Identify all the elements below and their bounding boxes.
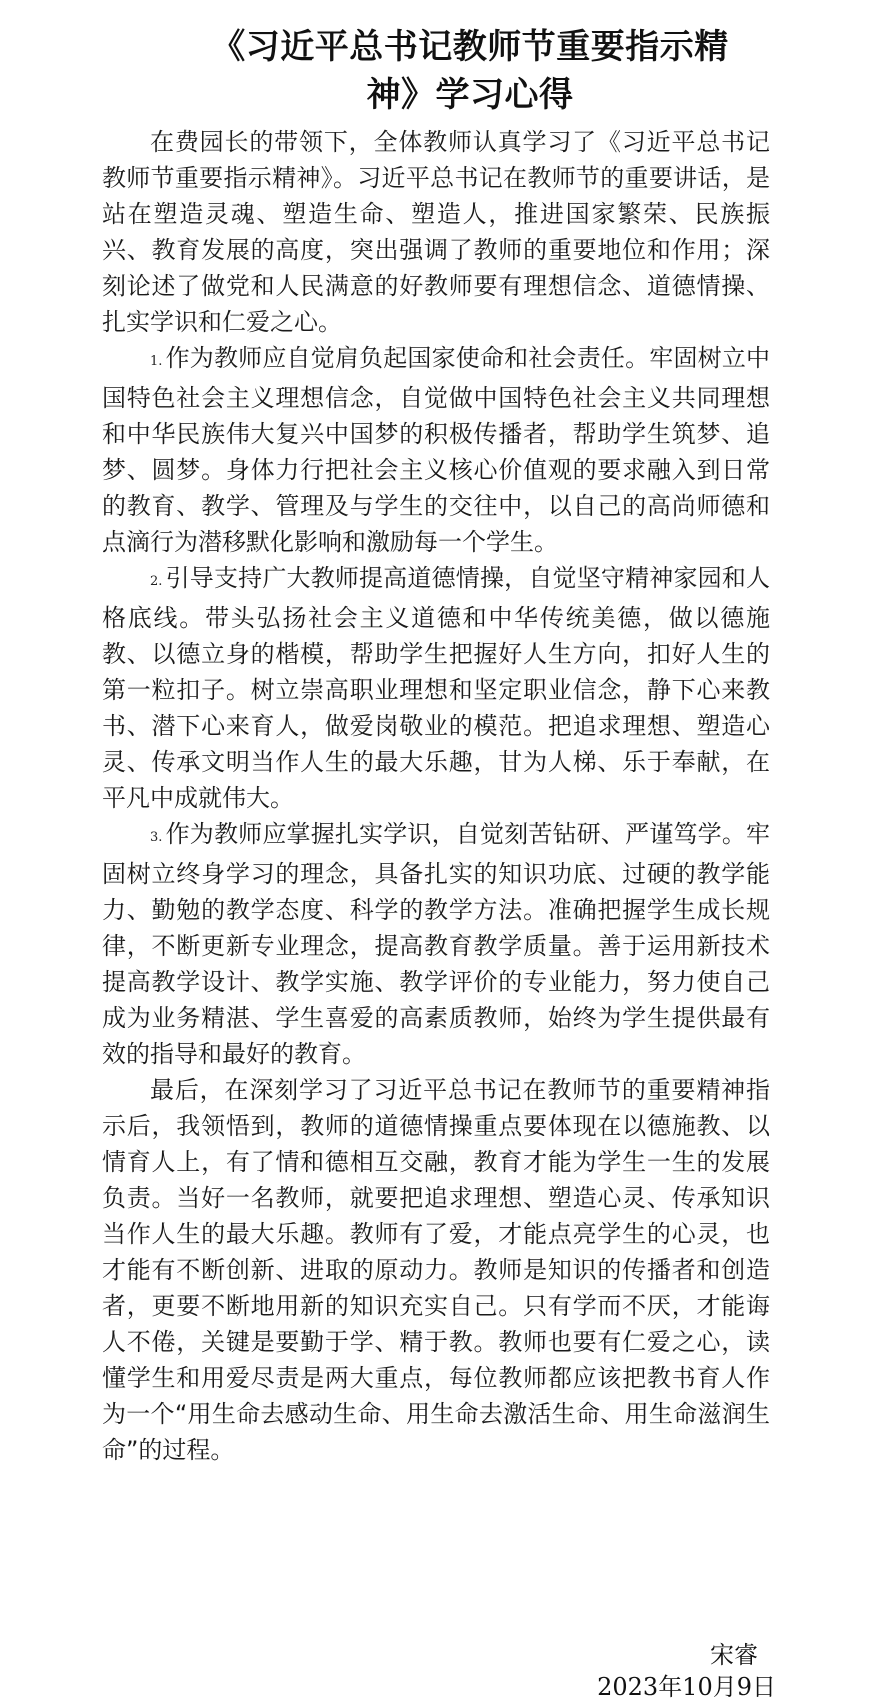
point-3-paragraph (102, 816, 770, 1072)
conclusion-paragraph: 最后，在深刻学习了习近平总书记在教师节的重要精神指示后，我领悟到，教师的道德情操重点要体现在以德施教、以情育人上，有了情和德相互交融，教育才能为学生一生的发展负责。当好一名教师，就要把追求理想、塑造心灵、传承知识当作人生的最大乐趣。教师有了爱，才能点亮学生的心灵，也才能有不断创新、进取的原动力。教师是知识的传播者和创造者，更要不断地用新的知识充实自己。只有学而不厌，才能诲人不倦，关键是要勤于学、精于教。教师也要有仁爱之心，读懂学生和用爱尽责是两大重点，每位教师都应该把教书育人作为一个“用生命去感动生命、用生命去激活生命、用生命滋润生命”的过程。 (102, 1076, 770, 1464)
point-3-number: 3. (150, 830, 163, 845)
point-1-number: 1. (150, 354, 163, 369)
point-2-paragraph (102, 560, 770, 816)
intro-paragraph: 在费园长的带领下，全体教师认真学习了《习近平总书记教师节重要指示精神》。习近平总书记在教师节的重要讲话，是站在塑造灵魂、塑造生命、塑造人，推进国家繁荣、民族振兴、教育发展的高度，突出强调了教师的重要地位和作用；深刻论述了做党和人民满意的好教师要有理想信念、道德情操、扎实学识和仁爱之心。 (102, 128, 770, 336)
title-line-1: 《习近平总书记教师节重要指示精 (211, 26, 729, 67)
point-2-text: 引导支持广大教师提高道德情操，自觉坚守精神家园和人格底线。带头弘扬社会主义道德和中华传统美德，做以德施教、以德立身的楷模，帮助学生把握好人生方向，扣好人生的第一粒扣子。树立崇高职业理想和坚定职业信念，静下心来教书、潜下心来育人，做爱岗敬业的模范。把追求理想、塑造心灵、传承文明当作人生的最大乐趣，甘为人梯、乐于奉献，在平凡中成就伟大。 (102, 564, 770, 812)
author-name: 宋睿 (710, 1641, 758, 1669)
point-1-text: 作为教师应自觉肩负起国家使命和社会责任。牢固树立中国特色社会主义理想信念，自觉做中国特色社会主义共同理想和中华民族伟大复兴中国梦的积极传播者，帮助学生筑梦、追梦、圆梦。身体力行把社会主义核心价值观的要求融入到日常的教育、教学、管理及与学生的交往中，以自己的高尚师德和点滴行为潜移默化影响和激励每一个学生。 (102, 344, 770, 556)
document-body (102, 124, 770, 1468)
point-1-paragraph (102, 340, 770, 560)
point-3-text: 作为教师应掌握扎实学识，自觉刻苦钻研、严谨笃学。牢固树立终身学习的理念，具备扎实的知识功底、过硬的教学能力、勤勉的教学态度、科学的教学方法。准确把握学生成长规律，不断更新专业理念，提高教育教学质量。善于运用新技术提高教学设计、教学实施、教学评价的专业能力，努力使自己成为业务精湛、学生喜爱的高素质教师，始终为学生提供最有效的指导和最好的教育。 (102, 820, 770, 1068)
document-date: 2023年10月9日 (597, 1673, 776, 1701)
document-title (120, 23, 820, 119)
title-line-2: 神》学习心得 (366, 74, 574, 115)
point-2-number: 2. (150, 574, 163, 589)
